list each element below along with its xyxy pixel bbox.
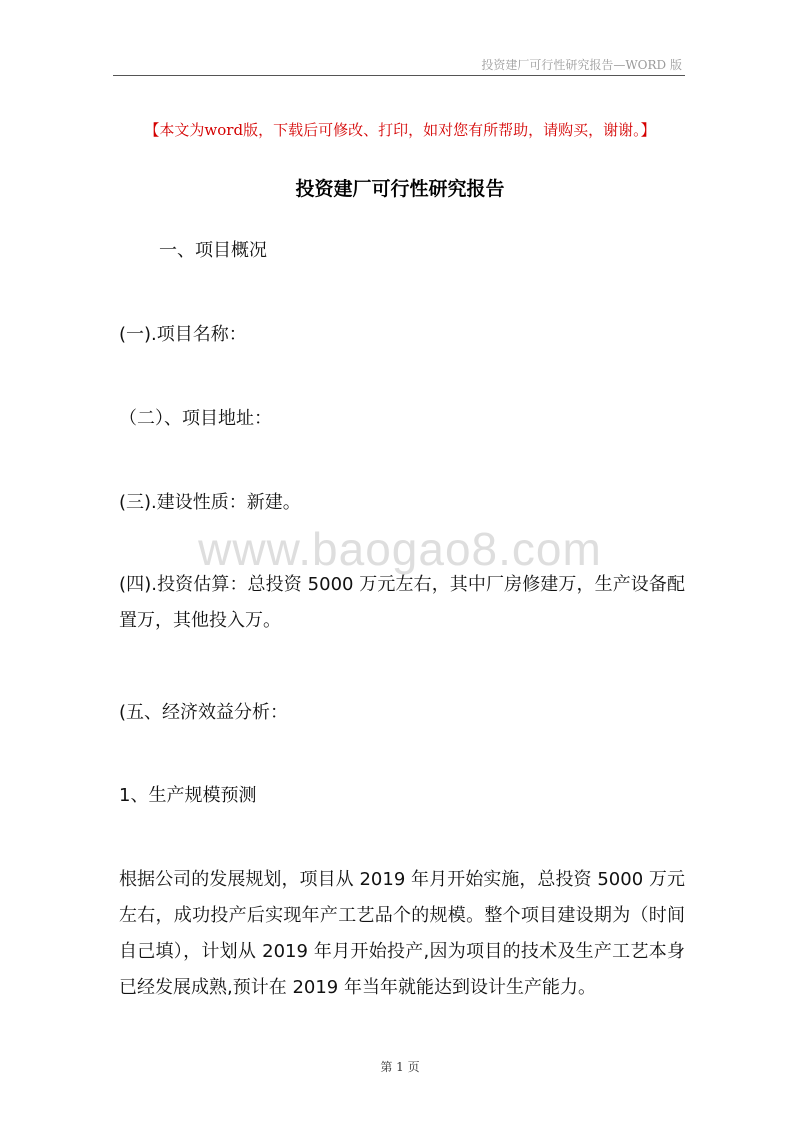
watermark: www.baogao8.com: [198, 523, 602, 575]
document-title: 投资建厂可行性研究报告: [295, 178, 505, 200]
project-address-label: （二）、项目地址：: [119, 408, 272, 429]
page-number: 第 1 页: [380, 1060, 420, 1074]
header-divider: [113, 75, 685, 76]
economic-analysis-heading: (五、经济效益分析：: [119, 702, 289, 723]
section-overview-heading: 一、项目概况: [159, 240, 267, 261]
construction-nature: (三).建设性质：新建。: [119, 492, 301, 513]
purchase-notice: 【本文为word版，下载后可修改、打印，如对您有所帮助，请购买，谢谢。】: [144, 121, 656, 139]
production-scale-heading: 1、生产规模预测: [119, 785, 257, 806]
running-header: 投资建厂可行性研究报告—WORD 版: [481, 58, 682, 72]
production-scale-paragraph: 根据公司的发展规划，项目从 2019 年月开始实施，总投资 5000 万元左右，成功投产后实现年产工艺品个的规模。整个项目建设期为（时间自己填），计划从 2019 年月开始投产,因为项目的技术及生产工艺本身已经发展成熟,预计在 2019 年当年就能达到设计生产能力。: [119, 869, 685, 998]
project-name-label: (一).项目名称：: [119, 324, 247, 345]
investment-estimate: (四).投资估算：总投资 5000 万元左右，其中厂房修建万，生产设备配置万，其他投入万。: [119, 574, 685, 631]
